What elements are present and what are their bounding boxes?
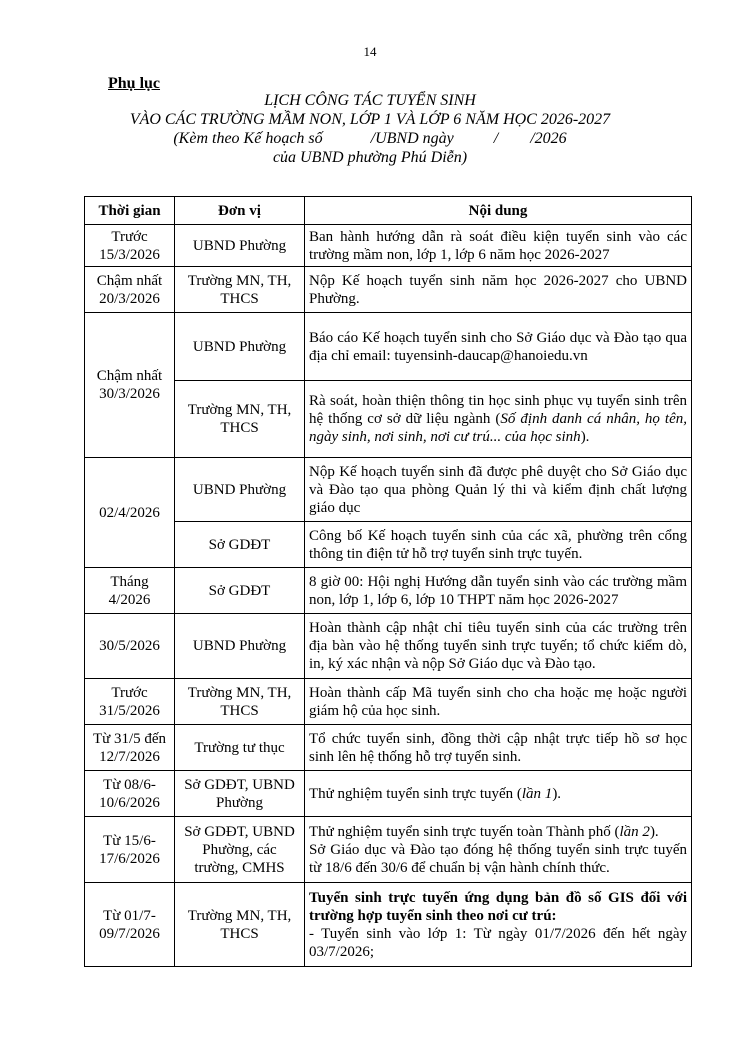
content-cell: Hoàn thành cấp Mã tuyển sinh cho cha hoặc mẹ hoặc người giám hộ của học sinh.	[305, 679, 692, 725]
unit-cell: Trường tư thục	[175, 725, 305, 771]
unit-cell: Trường MN, TH, THCS	[175, 883, 305, 967]
table-row	[85, 225, 692, 267]
header-unit: Đơn vị	[175, 197, 305, 225]
appendix-label: Phụ lục	[108, 75, 161, 92]
unit-cell: Sở GDĐT, UBND Phường, các trường, CMHS	[175, 817, 305, 883]
page-number: 14	[363, 44, 377, 59]
unit-cell: Sở GDĐT	[175, 522, 305, 568]
table-row	[85, 568, 692, 614]
title-line-3: (Kèm theo Kế hoạch số /UBND ngày / /2026	[173, 130, 567, 147]
unit-cell: UBND Phường	[175, 225, 305, 267]
content-italic-text: lần 1	[521, 785, 553, 802]
time-cell: 30/5/2026	[85, 614, 175, 679]
time-cell: Chậm nhất 30/3/2026	[85, 313, 175, 458]
content-paragraph: Sở Giáo dục và Đào tạo đóng hệ thống tuyển sinh trực tuyến từ 18/6 đến 30/6 để chuẩn bị vận hành chính thức.	[309, 841, 687, 876]
content-cell: Tổ chức tuyển sinh, đồng thời cập nhật trực tiếp hồ sơ học sinh lên hệ thống hỗ trợ tuyển sinh.	[305, 725, 692, 771]
table-row	[85, 614, 692, 679]
content-text: Rà soát, hoàn thiện thông tin học sinh phục vụ tuyển sinh trên hệ thống cơ sở dữ liệu ngành (	[309, 393, 687, 427]
unit-cell: Trường MN, TH, THCS	[175, 267, 305, 313]
content-italic-text: Số định danh cá nhân, họ tên, ngày sinh, nơi sinh, nơi cư trú... của học sinh	[309, 411, 687, 445]
unit-cell: UBND Phường	[175, 313, 305, 381]
table-row	[85, 883, 692, 967]
content-cell: Báo cáo Kế hoạch tuyển sinh cho Sở Giáo dục và Đào tạo qua địa chỉ email: tuyensinh-daucap@hanoiedu.vn	[305, 313, 692, 381]
unit-cell: UBND Phường	[175, 458, 305, 522]
table-row	[85, 679, 692, 725]
content-cell	[305, 771, 692, 817]
table-row	[85, 771, 692, 817]
unit-cell: Trường MN, TH, THCS	[175, 679, 305, 725]
content-cell: Nộp Kế hoạch tuyển sinh đã được phê duyệt cho Sở Giáo dục và Đào tạo qua phòng Quản lý thi và kiểm định chất lượng giáo dục	[305, 458, 692, 522]
time-cell: Trước 15/3/2026	[85, 225, 175, 267]
content-paragraph: - Tuyển sinh vào lớp 1: Từ ngày 01/7/2026 đến hết ngày 03/7/2026;	[309, 925, 687, 960]
table-row	[85, 267, 692, 313]
table-row	[85, 522, 692, 568]
time-cell: Từ 01/7-09/7/2026	[85, 883, 175, 967]
header-content: Nội dung	[305, 197, 692, 225]
unit-cell: Trường MN, TH, THCS	[175, 381, 305, 458]
table-row	[85, 725, 692, 771]
content-bold-paragraph: Tuyển sinh trực tuyến ứng dụng bản đồ số GIS đối với trường hợp tuyển sinh theo nơi cư trú:	[309, 889, 687, 924]
content-cell: Hoàn thành cập nhật chỉ tiêu tuyển sinh của các trường trên địa bàn vào hệ thống tuyển sinh trực tuyến; tổ chức kiểm dò, in, ký xác nhận và nộp Sở Giáo dục và Đào tạo.	[305, 614, 692, 679]
content-text: Thử nghiệm tuyển sinh trực tuyến (	[309, 785, 522, 802]
unit-cell: Sở GDĐT, UBND Phường	[175, 771, 305, 817]
time-cell: Từ 31/5 đến 12/7/2026	[85, 725, 175, 771]
table-header-row	[85, 197, 692, 225]
title-line-2: VÀO CÁC TRƯỜNG MẦM NON, LỚP 1 VÀ LỚP 6 NĂM HỌC 2026-2027	[129, 111, 611, 128]
content-cell	[305, 883, 692, 967]
unit-cell: Sở GDĐT	[175, 568, 305, 614]
content-tail-text: ).	[580, 429, 590, 445]
content-paragraph	[309, 823, 687, 841]
content-cell: Ban hành hướng dẫn rà soát điều kiện tuyển sinh vào các trường mầm non, lớp 1, lớp 6 năm học 2026-2027	[305, 225, 692, 267]
time-cell: Chậm nhất 20/3/2026	[85, 267, 175, 313]
table-row	[85, 817, 692, 883]
content-cell: Công bố Kế hoạch tuyển sinh của các xã, phường trên cổng thông tin điện tử hỗ trợ tuyển sinh trực tuyến.	[305, 522, 692, 568]
table-row	[85, 313, 692, 381]
content-cell: Nộp Kế hoạch tuyển sinh năm học 2026-2027 cho UBND Phường.	[305, 267, 692, 313]
title-line-4: của UBND phường Phú Diễn)	[272, 149, 468, 166]
table-row	[85, 458, 692, 522]
title-line-1: LỊCH CÔNG TÁC TUYỂN SINH	[264, 92, 476, 109]
content-italic-text: lần 2	[619, 823, 650, 840]
content-cell: 8 giờ 00: Hội nghị Hướng dẫn tuyển sinh vào các trường mầm non, lớp 1, lớp 6, lớp 10 THPT năm học 2026-2027	[305, 568, 692, 614]
time-cell: Từ 15/6-17/6/2026	[85, 817, 175, 883]
time-cell: 02/4/2026	[85, 458, 175, 568]
content-tail-text: ).	[552, 785, 562, 802]
table-row	[85, 381, 692, 458]
content-cell	[305, 381, 692, 458]
time-cell: Trước 31/5/2026	[85, 679, 175, 725]
time-cell: Tháng 4/2026	[85, 568, 175, 614]
content-tail-text: ).	[649, 823, 659, 840]
unit-cell: UBND Phường	[175, 614, 305, 679]
content-text: Thử nghiệm tuyển sinh trực tuyến toàn Thành phố (	[309, 823, 620, 840]
time-cell: Từ 08/6-10/6/2026	[85, 771, 175, 817]
document-title	[40, 91, 700, 167]
content-cell	[305, 817, 692, 883]
enrollment-schedule-table	[84, 196, 692, 967]
header-time: Thời gian	[85, 197, 175, 225]
